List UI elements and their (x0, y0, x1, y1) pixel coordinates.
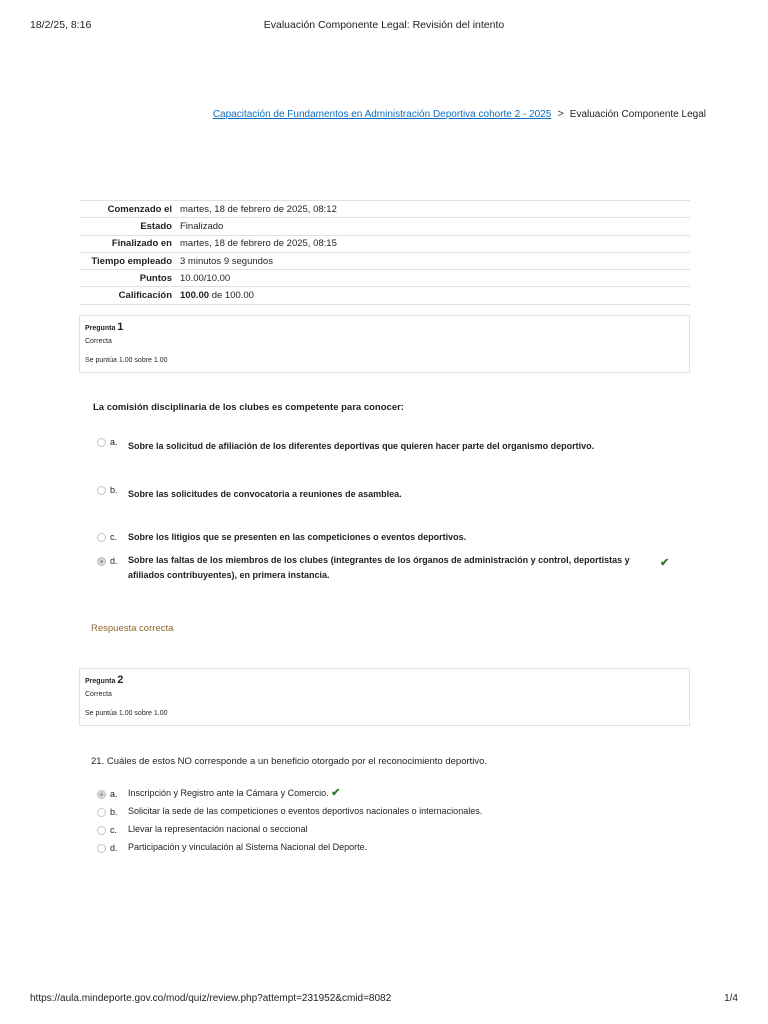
radio-icon[interactable] (97, 438, 106, 447)
answer-text: Sobre los litigios que se presenten en las competiciones o eventos deportivos. (128, 532, 467, 542)
summary-value: martes, 18 de febrero de 2025, 08:15 (180, 238, 337, 250)
answer-letter: b. (110, 807, 118, 817)
grade-score: 100.00 (180, 290, 210, 302)
question-text: 21. Cuáles de estos NO corresponde a un beneficio otorgado por el reconocimiento deportivo. (91, 756, 488, 767)
question-number-value: 1 (117, 321, 124, 333)
answer-text: Sobre las solicitudes de convocatoria a reuniones de asamblea. (128, 489, 402, 499)
answer-letter: b. (110, 485, 118, 495)
question-state: Correcta (85, 338, 112, 345)
answer-text: Sobre la solicitud de afiliación de los diferentes deportivas que quieren hacer parte del organismo deportivo. (128, 441, 595, 451)
summary-label: Tiempo empleado (91, 255, 172, 267)
attempt-summary-table (79, 200, 690, 305)
summary-label: Puntos (139, 272, 172, 284)
answer-letter: d. (110, 843, 118, 853)
breadcrumb-separator: > (557, 108, 564, 120)
summary-label: Finalizado en (111, 238, 172, 250)
summary-value (176, 287, 690, 304)
question-prefix: Pregunta (85, 325, 116, 332)
summary-label: Calificación (118, 290, 172, 302)
summary-row-time-taken (79, 252, 690, 269)
question-grade: Se puntúa 1.00 sobre 1.00 (85, 710, 168, 717)
question-number (85, 674, 123, 686)
print-title: Evaluación Componente Legal: Revisión del intento (263, 19, 505, 31)
breadcrumb (213, 108, 706, 120)
grade-suffix: de 100.00 (211, 290, 254, 302)
radio-icon[interactable] (97, 826, 106, 835)
question-grade: Se puntúa 1.00 sobre 1.00 (85, 357, 168, 364)
radio-icon[interactable] (97, 533, 106, 542)
answer-text: Inscripción y Registro ante la Cámara y Comercio. ✔ (128, 787, 341, 799)
print-url: https://aula.mindeporte.gov.co/mod/quiz/review.php?attempt=231952&cmid=8082 (30, 993, 392, 1004)
answer-letter: c. (110, 825, 118, 835)
summary-row-grade (79, 287, 690, 304)
question-info-box (79, 315, 690, 373)
question-prefix: Pregunta (85, 678, 116, 685)
summary-value: martes, 18 de febrero de 2025, 08:12 (180, 203, 337, 215)
breadcrumb-course-link[interactable]: Capacitación de Fundamentos en Administración Deportiva cohorte 2 - 2025 (212, 109, 552, 120)
answer-text: Llevar la representación nacional o seccional (128, 824, 308, 834)
summary-value: 10.00/10.00 (180, 272, 231, 284)
question-number-value: 2 (117, 674, 124, 686)
summary-label: Estado (140, 220, 172, 232)
summary-value: 3 minutos 9 segundos (180, 255, 273, 267)
radio-icon[interactable] (97, 844, 106, 853)
summary-row-started (79, 201, 690, 218)
radio-icon[interactable] (97, 808, 106, 817)
question-feedback: Respuesta correcta (91, 623, 174, 634)
print-footer (30, 993, 738, 1007)
answer-text: Sobre las faltas de los miembros de los clubes (integrantes de los órganos de administración y control, deportistas y afiliados contribuyentes), en primera instancia. (128, 555, 630, 580)
answer-letter: a. (110, 789, 118, 799)
print-header (30, 19, 738, 33)
question-state: Correcta (85, 691, 112, 698)
print-page-number: 1/4 (724, 993, 738, 1004)
summary-row-points (79, 270, 690, 287)
radio-icon[interactable] (97, 790, 106, 799)
answer-text: Solicitar la sede de las competiciones o eventos deportivos nacionales o internacionales. (128, 806, 483, 816)
summary-row-finished (79, 235, 690, 252)
radio-icon[interactable] (97, 486, 106, 495)
check-icon: ✔ (331, 787, 341, 799)
question-text: La comisión disciplinaria de los clubes es competente para conocer: (93, 402, 404, 413)
question-number (85, 321, 123, 333)
answer-letter: a. (110, 437, 118, 447)
print-date: 18/2/25, 8:16 (30, 19, 92, 31)
radio-icon[interactable] (97, 557, 106, 566)
answer-letter: d. (110, 556, 118, 566)
answer-text: Participación y vinculación al Sistema Nacional del Deporte. (128, 842, 368, 852)
breadcrumb-current: Evaluación Componente Legal (569, 109, 706, 120)
summary-value: Finalizado (180, 220, 224, 232)
summary-label: Comenzado el (107, 203, 172, 215)
answer-letter: c. (110, 532, 118, 542)
question-info-box (79, 668, 690, 726)
summary-row-state (79, 218, 690, 235)
check-icon: ✔ (660, 557, 670, 569)
